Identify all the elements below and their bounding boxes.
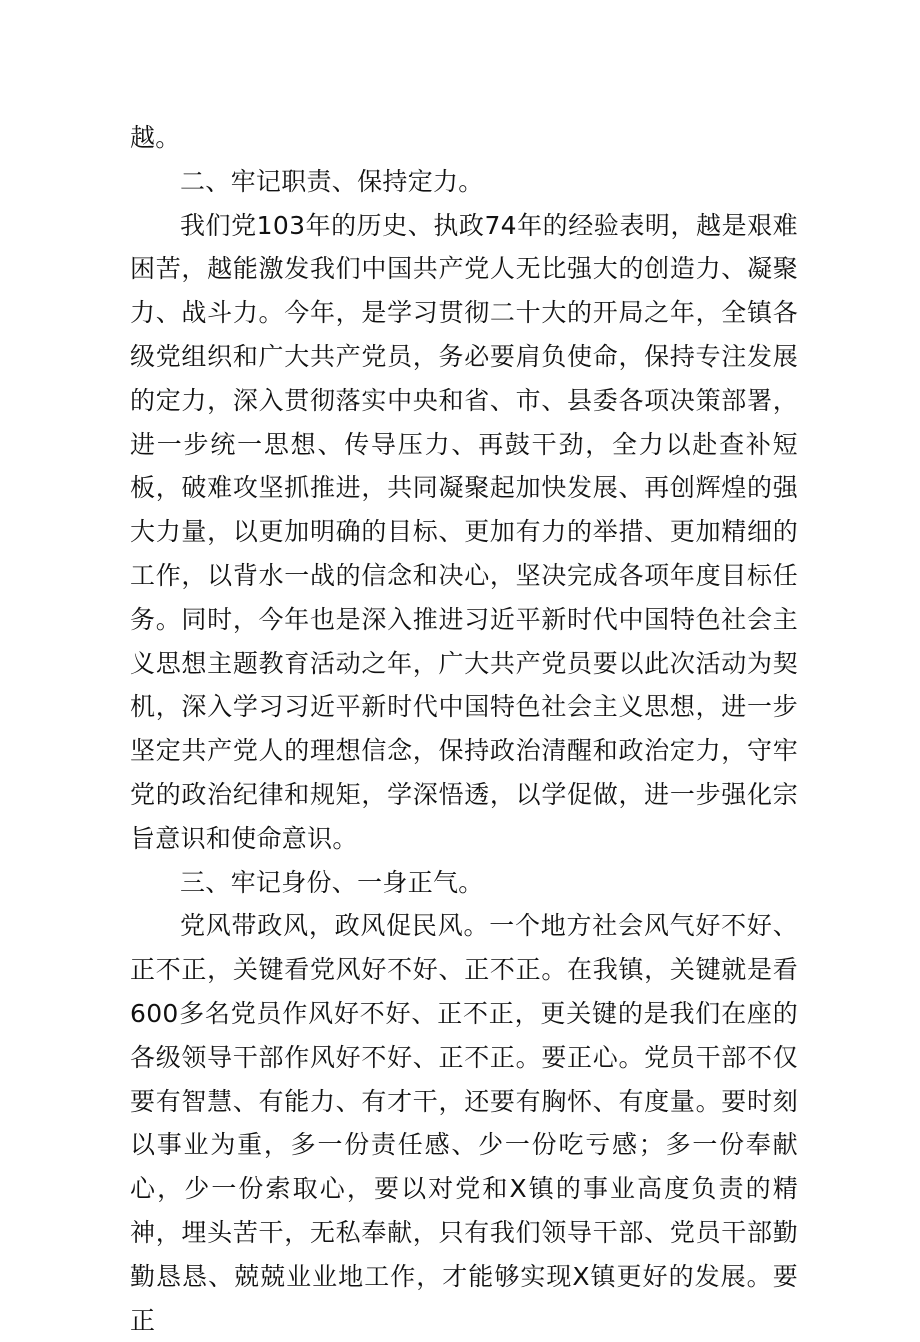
paragraph-body: 党风带政风，政风促民风。一个地方社会风气好不好、正不正，关键看党风好不好、正不正。在我镇，关键就是看600多名党员作风好不好、正不正，更关键的是我们在座的各级领导干部作风好不好、正不正。要正心。党员干部不仅要有智慧、有能力、有才干，还要有胸怀、有度量。要时刻以事业为重，多一份责任感、少一份吃亏感；多一份奉献心，少一份索取心，要以对党和X镇的事业高度负责的精神，埋头苦干，无私奉献，只有我们领导干部、党员干部勤勤恳恳、兢兢业业地工作，才能够实现X镇更好的发展。要正 — [130, 911, 798, 1335]
document-page — [130, 116, 798, 1342]
section-heading-3: 三、牢记身份、一身正气。 — [180, 867, 484, 897]
paragraph-body: 我们党103年的历史、执政74年的经验表明，越是艰难困苦，越能激发我们中国共产党人无比强大的创造力、凝聚力、战斗力。今年，是学习贯彻二十大的开局之年，全镇各级党组织和广大共产党员，务必要肩负使命，保持专注发展的定力，深入贯彻落实中央和省、市、县委各项决策部署，进一步统一思想、传导压力、再鼓干劲，全力以赴查补短板，破难攻坚抓推进，共同凝聚起加快发展、再创辉煌的强大力量，以更加明确的目标、更加有力的举措、更加精细的工作，以背水一战的信念和决心，坚决完成各项年度目标任务。同时，今年也是深入推进习近平新时代中国特色社会主义思想主题教育活动之年，广大共产党员要以此次活动为契机，深入学习习近平新时代中国特色社会主义思想，进一步坚定共产党人的理想信念，保持政治清醒和政治定力，守牢党的政治纪律和规矩，学深悟透，以学促做，进一步强化宗旨意识和使命意识。 — [130, 210, 798, 853]
paragraph-continuation: 越。 — [130, 123, 181, 152]
section-heading-2: 二、牢记职责、保持定力。 — [180, 166, 484, 196]
